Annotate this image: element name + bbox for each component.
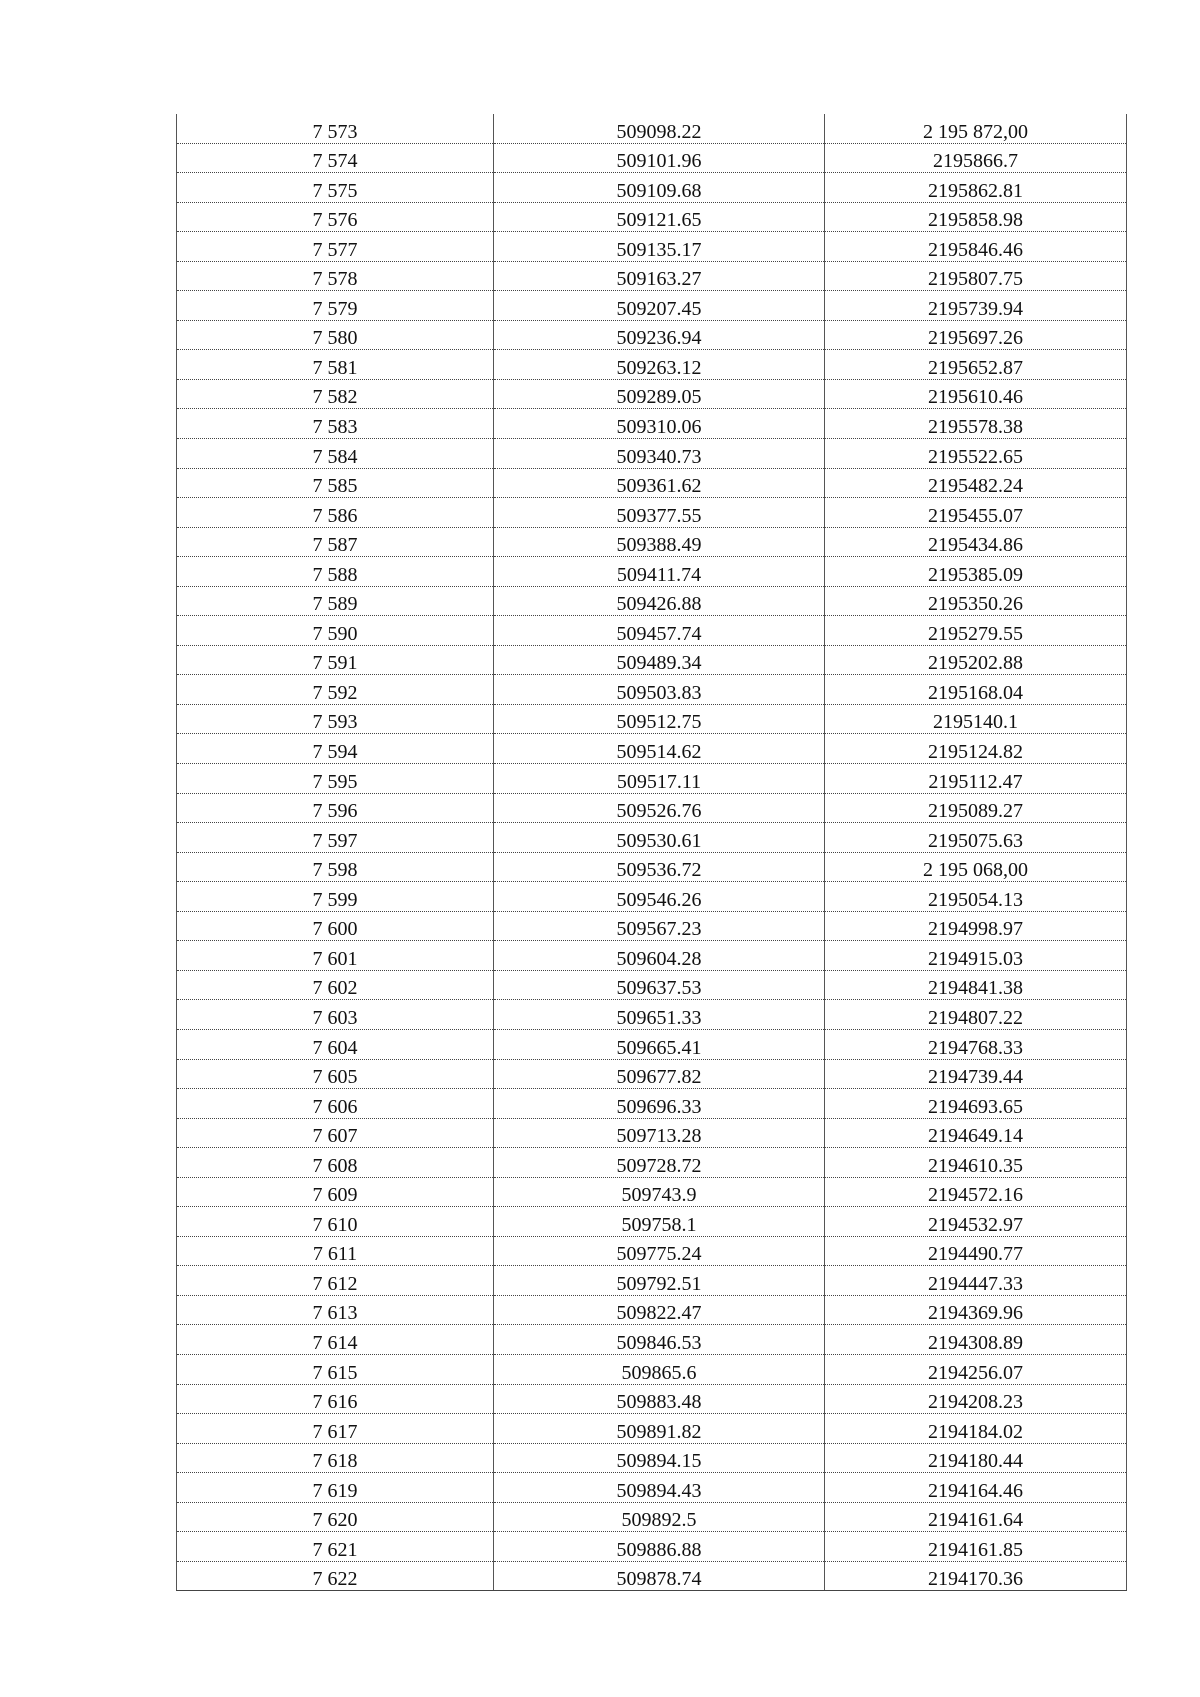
y-coordinate-cell: 2195054.13	[825, 882, 1127, 912]
table-row	[177, 1443, 1127, 1473]
point-number-cell: 7 598	[177, 852, 494, 882]
y-coordinate-cell: 2195697.26	[825, 320, 1127, 350]
x-coordinate-cell: 509098.22	[494, 114, 825, 143]
x-coordinate-cell: 509822.47	[494, 1295, 825, 1325]
point-number-cell: 7 604	[177, 1029, 494, 1059]
x-coordinate-cell: 509894.43	[494, 1473, 825, 1503]
y-coordinate-cell: 2194768.33	[825, 1029, 1127, 1059]
table-row	[177, 734, 1127, 764]
table-row	[177, 704, 1127, 734]
point-number-cell: 7 620	[177, 1502, 494, 1532]
y-coordinate-cell: 2195807.75	[825, 261, 1127, 291]
y-coordinate-cell: 2194256.07	[825, 1354, 1127, 1384]
y-coordinate-cell: 2194610.35	[825, 1148, 1127, 1178]
x-coordinate-cell: 509512.75	[494, 704, 825, 734]
x-coordinate-cell: 509775.24	[494, 1236, 825, 1266]
table-row	[177, 1414, 1127, 1444]
table-body	[177, 114, 1127, 1591]
table-row	[177, 1532, 1127, 1562]
table-row	[177, 409, 1127, 439]
table-row	[177, 527, 1127, 557]
y-coordinate-cell: 2195140.1	[825, 704, 1127, 734]
x-coordinate-cell: 509517.11	[494, 764, 825, 794]
point-number-cell: 7 613	[177, 1295, 494, 1325]
point-number-cell: 7 577	[177, 232, 494, 262]
x-coordinate-cell: 509207.45	[494, 291, 825, 321]
y-coordinate-cell: 2195089.27	[825, 793, 1127, 823]
table-row	[177, 498, 1127, 528]
x-coordinate-cell: 509289.05	[494, 379, 825, 409]
table-row	[177, 350, 1127, 380]
x-coordinate-cell: 509340.73	[494, 439, 825, 469]
x-coordinate-cell: 509677.82	[494, 1059, 825, 1089]
x-coordinate-cell: 509263.12	[494, 350, 825, 380]
x-coordinate-cell: 509894.15	[494, 1443, 825, 1473]
x-coordinate-cell: 509377.55	[494, 498, 825, 528]
x-coordinate-cell: 509310.06	[494, 409, 825, 439]
table-row	[177, 764, 1127, 794]
table-row	[177, 202, 1127, 232]
y-coordinate-cell: 2194184.02	[825, 1414, 1127, 1444]
x-coordinate-cell: 509135.17	[494, 232, 825, 262]
x-coordinate-cell: 509878.74	[494, 1561, 825, 1591]
table-row	[177, 1148, 1127, 1178]
table-row	[177, 852, 1127, 882]
y-coordinate-cell: 2 195 068,00	[825, 852, 1127, 882]
x-coordinate-cell: 509503.83	[494, 675, 825, 705]
point-number-cell: 7 599	[177, 882, 494, 912]
x-coordinate-cell: 509758.1	[494, 1207, 825, 1237]
table-row	[177, 1207, 1127, 1237]
table-row	[177, 1295, 1127, 1325]
point-number-cell: 7 573	[177, 114, 494, 143]
point-number-cell: 7 606	[177, 1089, 494, 1119]
y-coordinate-cell: 2194161.85	[825, 1532, 1127, 1562]
point-number-cell: 7 597	[177, 823, 494, 853]
y-coordinate-cell: 2194164.46	[825, 1473, 1127, 1503]
y-coordinate-cell: 2194693.65	[825, 1089, 1127, 1119]
point-number-cell: 7 580	[177, 320, 494, 350]
x-coordinate-cell: 509891.82	[494, 1414, 825, 1444]
x-coordinate-cell: 509604.28	[494, 941, 825, 971]
point-number-cell: 7 585	[177, 468, 494, 498]
point-number-cell: 7 588	[177, 557, 494, 587]
x-coordinate-cell: 509892.5	[494, 1502, 825, 1532]
y-coordinate-cell: 2195610.46	[825, 379, 1127, 409]
y-coordinate-cell: 2194490.77	[825, 1236, 1127, 1266]
table-row	[177, 1266, 1127, 1296]
y-coordinate-cell: 2195202.88	[825, 645, 1127, 675]
x-coordinate-cell: 509530.61	[494, 823, 825, 853]
table-row	[177, 320, 1127, 350]
x-coordinate-cell: 509109.68	[494, 173, 825, 203]
table-row	[177, 1354, 1127, 1384]
point-number-cell: 7 608	[177, 1148, 494, 1178]
x-coordinate-cell: 509792.51	[494, 1266, 825, 1296]
point-number-cell: 7 603	[177, 1000, 494, 1030]
table-row	[177, 970, 1127, 1000]
point-number-cell: 7 591	[177, 645, 494, 675]
x-coordinate-cell: 509865.6	[494, 1354, 825, 1384]
y-coordinate-cell: 2195112.47	[825, 764, 1127, 794]
point-number-cell: 7 610	[177, 1207, 494, 1237]
y-coordinate-cell: 2194308.89	[825, 1325, 1127, 1355]
y-coordinate-cell: 2195124.82	[825, 734, 1127, 764]
x-coordinate-cell: 509567.23	[494, 911, 825, 941]
y-coordinate-cell: 2195858.98	[825, 202, 1127, 232]
y-coordinate-cell: 2194649.14	[825, 1118, 1127, 1148]
x-coordinate-cell: 509728.72	[494, 1148, 825, 1178]
table-row	[177, 1177, 1127, 1207]
x-coordinate-cell: 509696.33	[494, 1089, 825, 1119]
y-coordinate-cell: 2194447.33	[825, 1266, 1127, 1296]
y-coordinate-cell: 2194915.03	[825, 941, 1127, 971]
x-coordinate-cell: 509665.41	[494, 1029, 825, 1059]
table-row	[177, 557, 1127, 587]
table-row	[177, 1384, 1127, 1414]
x-coordinate-cell: 509236.94	[494, 320, 825, 350]
table-row	[177, 173, 1127, 203]
point-number-cell: 7 583	[177, 409, 494, 439]
y-coordinate-cell: 2194161.64	[825, 1502, 1127, 1532]
table-row	[177, 1325, 1127, 1355]
table-row	[177, 1000, 1127, 1030]
table-row	[177, 1561, 1127, 1591]
table-row	[177, 675, 1127, 705]
point-number-cell: 7 622	[177, 1561, 494, 1591]
y-coordinate-cell: 2195846.46	[825, 232, 1127, 262]
y-coordinate-cell: 2195385.09	[825, 557, 1127, 587]
point-number-cell: 7 590	[177, 616, 494, 646]
x-coordinate-cell: 509388.49	[494, 527, 825, 557]
x-coordinate-cell: 509846.53	[494, 1325, 825, 1355]
y-coordinate-cell: 2194572.16	[825, 1177, 1127, 1207]
table-row	[177, 439, 1127, 469]
table-row	[177, 793, 1127, 823]
x-coordinate-cell: 509651.33	[494, 1000, 825, 1030]
x-coordinate-cell: 509101.96	[494, 143, 825, 173]
table-row	[177, 911, 1127, 941]
point-number-cell: 7 578	[177, 261, 494, 291]
x-coordinate-cell: 509637.53	[494, 970, 825, 1000]
table-row	[177, 232, 1127, 262]
point-number-cell: 7 602	[177, 970, 494, 1000]
y-coordinate-cell: 2194369.96	[825, 1295, 1127, 1325]
y-coordinate-cell: 2194841.38	[825, 970, 1127, 1000]
point-number-cell: 7 576	[177, 202, 494, 232]
point-number-cell: 7 601	[177, 941, 494, 971]
x-coordinate-cell: 509536.72	[494, 852, 825, 882]
x-coordinate-cell: 509713.28	[494, 1118, 825, 1148]
point-number-cell: 7 595	[177, 764, 494, 794]
point-number-cell: 7 579	[177, 291, 494, 321]
table-row	[177, 616, 1127, 646]
y-coordinate-cell: 2195482.24	[825, 468, 1127, 498]
y-coordinate-cell: 2194739.44	[825, 1059, 1127, 1089]
point-number-cell: 7 589	[177, 586, 494, 616]
y-coordinate-cell: 2195652.87	[825, 350, 1127, 380]
point-number-cell: 7 596	[177, 793, 494, 823]
point-number-cell: 7 586	[177, 498, 494, 528]
x-coordinate-cell: 509361.62	[494, 468, 825, 498]
x-coordinate-cell: 509514.62	[494, 734, 825, 764]
x-coordinate-cell: 509546.26	[494, 882, 825, 912]
table-row	[177, 1089, 1127, 1119]
point-number-cell: 7 605	[177, 1059, 494, 1089]
y-coordinate-cell: 2195866.7	[825, 143, 1127, 173]
y-coordinate-cell: 2195739.94	[825, 291, 1127, 321]
y-coordinate-cell: 2195578.38	[825, 409, 1127, 439]
x-coordinate-cell: 509457.74	[494, 616, 825, 646]
point-number-cell: 7 621	[177, 1532, 494, 1562]
point-number-cell: 7 607	[177, 1118, 494, 1148]
point-number-cell: 7 617	[177, 1414, 494, 1444]
table-row	[177, 1059, 1127, 1089]
table-row	[177, 114, 1127, 143]
table-row	[177, 645, 1127, 675]
x-coordinate-cell: 509121.65	[494, 202, 825, 232]
x-coordinate-cell: 509411.74	[494, 557, 825, 587]
point-number-cell: 7 582	[177, 379, 494, 409]
y-coordinate-cell: 2194532.97	[825, 1207, 1127, 1237]
point-number-cell: 7 594	[177, 734, 494, 764]
y-coordinate-cell: 2195075.63	[825, 823, 1127, 853]
y-coordinate-cell: 2195350.26	[825, 586, 1127, 616]
x-coordinate-cell: 509426.88	[494, 586, 825, 616]
x-coordinate-cell: 509163.27	[494, 261, 825, 291]
x-coordinate-cell: 509489.34	[494, 645, 825, 675]
point-number-cell: 7 592	[177, 675, 494, 705]
point-number-cell: 7 609	[177, 1177, 494, 1207]
y-coordinate-cell: 2194170.36	[825, 1561, 1127, 1591]
point-number-cell: 7 618	[177, 1443, 494, 1473]
x-coordinate-cell: 509526.76	[494, 793, 825, 823]
y-coordinate-cell: 2195279.55	[825, 616, 1127, 646]
point-number-cell: 7 575	[177, 173, 494, 203]
table-row	[177, 1236, 1127, 1266]
point-number-cell: 7 584	[177, 439, 494, 469]
y-coordinate-cell: 2195455.07	[825, 498, 1127, 528]
point-number-cell: 7 612	[177, 1266, 494, 1296]
table-row	[177, 1502, 1127, 1532]
point-number-cell: 7 581	[177, 350, 494, 380]
table-row	[177, 1473, 1127, 1503]
y-coordinate-cell: 2 195 872,00	[825, 114, 1127, 143]
point-number-cell: 7 574	[177, 143, 494, 173]
y-coordinate-cell: 2194807.22	[825, 1000, 1127, 1030]
coordinates-table	[176, 114, 1127, 1591]
point-number-cell: 7 611	[177, 1236, 494, 1266]
point-number-cell: 7 600	[177, 911, 494, 941]
table-row	[177, 291, 1127, 321]
point-number-cell: 7 619	[177, 1473, 494, 1503]
table-row	[177, 823, 1127, 853]
y-coordinate-cell: 2195862.81	[825, 173, 1127, 203]
table-row	[177, 1118, 1127, 1148]
point-number-cell: 7 587	[177, 527, 494, 557]
table-row	[177, 379, 1127, 409]
table-row	[177, 468, 1127, 498]
y-coordinate-cell: 2194180.44	[825, 1443, 1127, 1473]
y-coordinate-cell: 2195434.86	[825, 527, 1127, 557]
x-coordinate-cell: 509883.48	[494, 1384, 825, 1414]
table-row	[177, 882, 1127, 912]
point-number-cell: 7 593	[177, 704, 494, 734]
table-row	[177, 941, 1127, 971]
table-row	[177, 143, 1127, 173]
point-number-cell: 7 615	[177, 1354, 494, 1384]
y-coordinate-cell: 2194998.97	[825, 911, 1127, 941]
point-number-cell: 7 614	[177, 1325, 494, 1355]
y-coordinate-cell: 2195168.04	[825, 675, 1127, 705]
table-row	[177, 1029, 1127, 1059]
y-coordinate-cell: 2194208.23	[825, 1384, 1127, 1414]
point-number-cell: 7 616	[177, 1384, 494, 1414]
table-row	[177, 586, 1127, 616]
x-coordinate-cell: 509886.88	[494, 1532, 825, 1562]
y-coordinate-cell: 2195522.65	[825, 439, 1127, 469]
table-row	[177, 261, 1127, 291]
x-coordinate-cell: 509743.9	[494, 1177, 825, 1207]
